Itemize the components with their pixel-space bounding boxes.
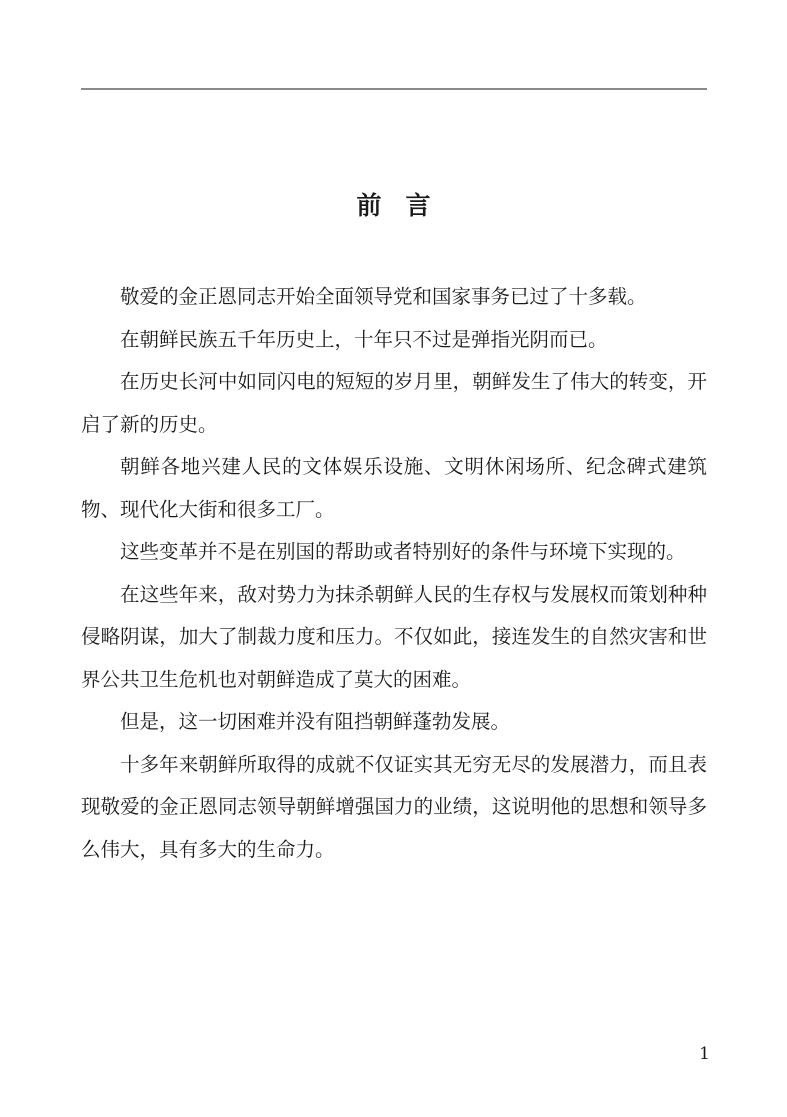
preface-body [81, 276, 707, 871]
page-title: 前言 [356, 191, 455, 220]
paragraph-2: 在朝鲜民族五千年历史上，十年只不过是弹指光阴而已。 [120, 327, 608, 351]
paragraph-7: 但是，这一切困难并没有阻挡朝鲜蓬勃发展。 [120, 710, 511, 733]
paragraph-1: 敬爱的金正恩同志开始全面领导党和国家事务已过了十多载。 [120, 285, 647, 308]
header-rule [81, 88, 707, 90]
paragraph-4: 朝鲜各地兴建人民的文体娱乐设施、文明休闲场所、纪念碑式建筑物、现代化大街和很多工厂。 [81, 455, 707, 521]
paragraph-3: 在历史长河中如同闪电的短短的岁月里，朝鲜发生了伟大的转变，开启了新的历史。 [81, 370, 707, 436]
paragraph-6: 在这些年来，敌对势力为抹杀朝鲜人民的生存权与发展权而策划种种侵略阴谋，加大了制裁力度和压力。不仅如此，接连发生的自然灾害和世界公共卫生危机也对朝鲜造成了莫大的困难。 [81, 582, 707, 691]
page-number: 1 [699, 1044, 710, 1064]
paragraph-8: 十多年来朝鲜所取得的成就不仅证实其无穷无尽的发展潜力，而且表现敬爱的金正恩同志领导朝鲜增强国力的业绩，这说明他的思想和领导多么伟大，具有多大的生命力。 [81, 752, 707, 861]
paragraph-5: 这些变革并不是在别国的帮助或者特别好的条件与环境下实现的。 [120, 540, 686, 563]
